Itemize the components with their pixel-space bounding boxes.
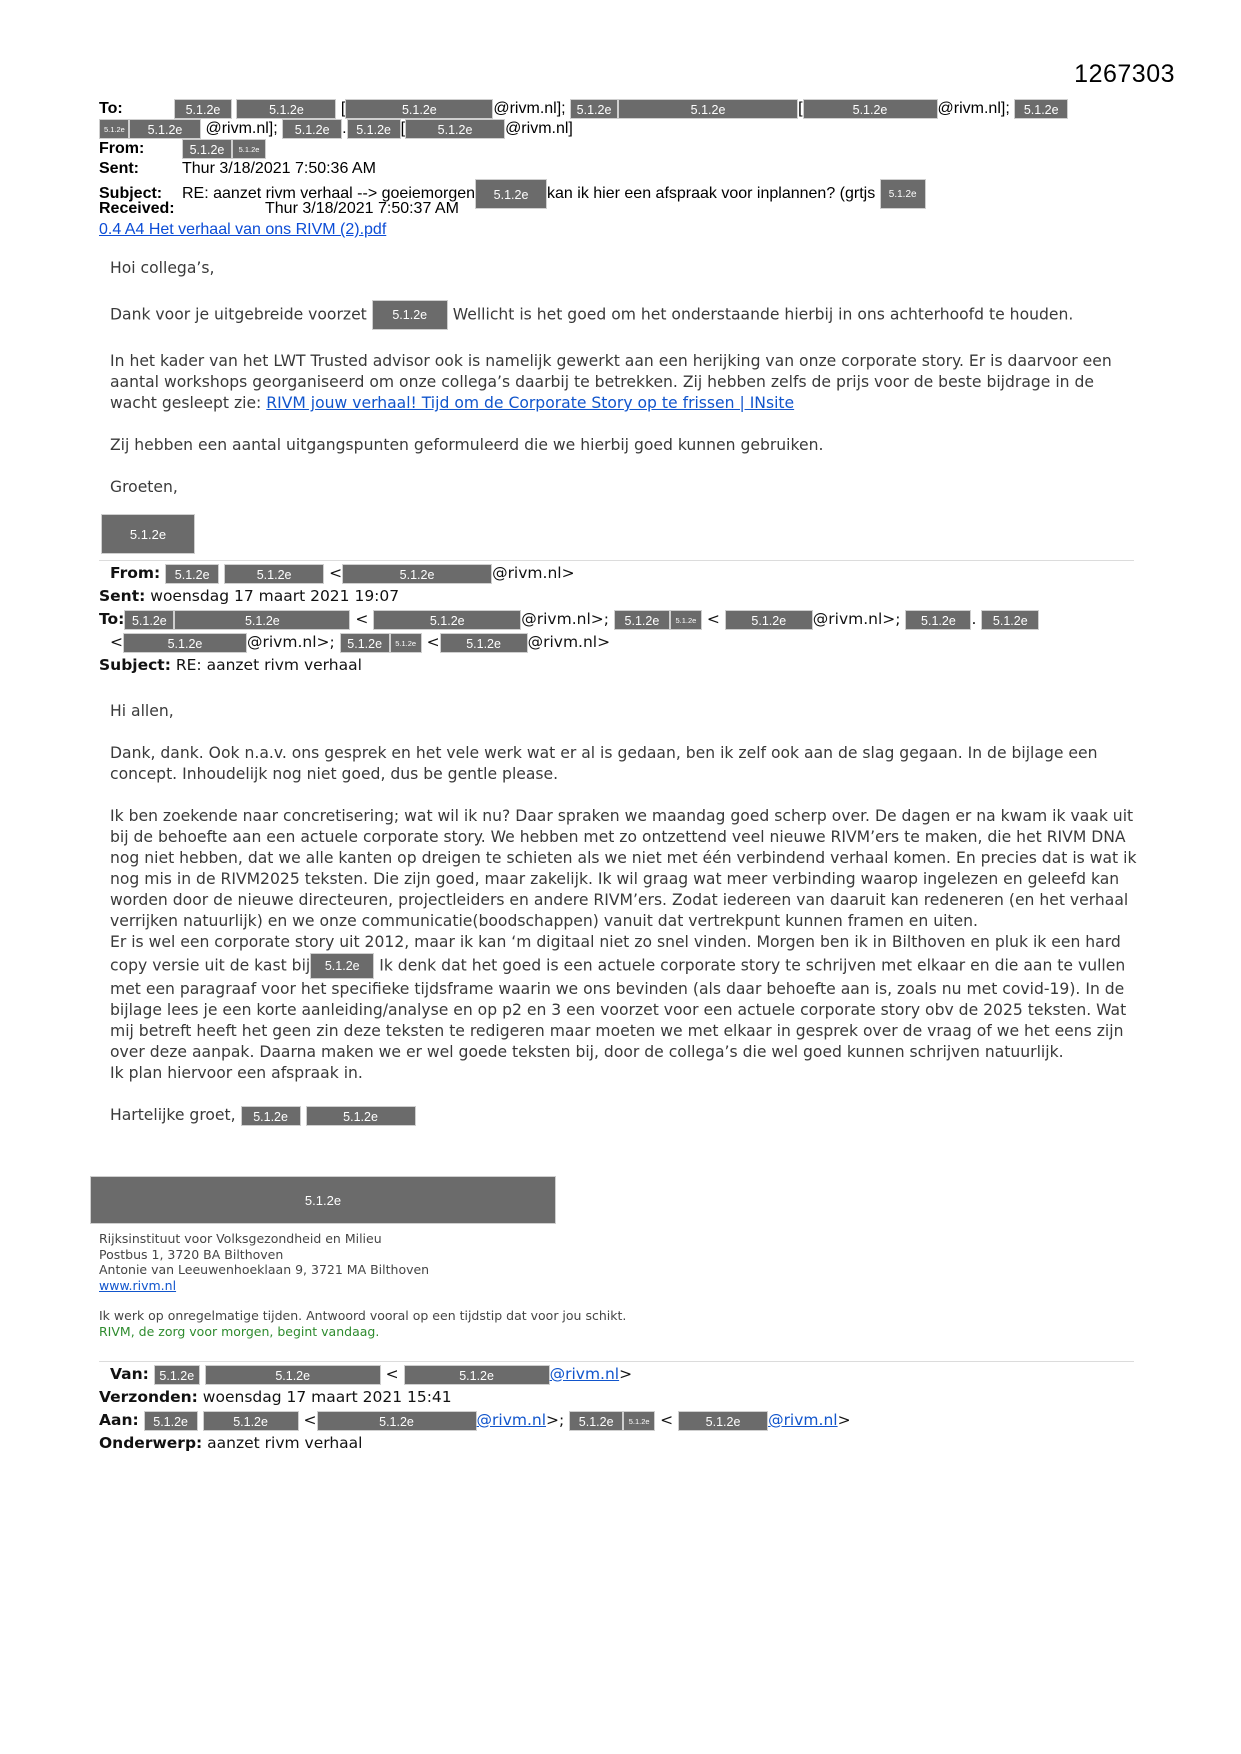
redaction: 5.1.2e: [205, 1365, 381, 1385]
redaction: 5.1.2e: [236, 99, 336, 119]
h3-subject-value: aanzet rivm verhaal: [207, 1434, 363, 1452]
redaction: 5.1.2e: [340, 633, 390, 653]
h2-to-line: [99, 608, 1039, 631]
signature: [99, 1231, 799, 1339]
subject-part2: kan ik hier een afspraak voor inplannen? (grtjs: [547, 185, 876, 203]
reply2-greeting: Hi allen,: [110, 702, 174, 720]
redaction: 5.1.2e: [165, 564, 219, 584]
redaction: 5.1.2e: [390, 633, 422, 653]
sig-note: Ik werk op onregelmatige tijden. Antwoord vooral op een tijdstip dat voor jou schikt.: [99, 1308, 627, 1323]
redaction: 5.1.2e: [670, 610, 702, 630]
h2-to-line-2: [110, 631, 610, 654]
h2-from-line: [110, 562, 575, 585]
redaction: 5.1.2e: [1014, 99, 1068, 119]
top-from-line: [99, 139, 266, 159]
email-domain: @rivm.nl>: [527, 633, 611, 651]
lt: <: [110, 633, 123, 651]
redaction: 5.1.2e: [373, 610, 521, 630]
top-received-line: [99, 199, 459, 219]
attachment-link[interactable]: 0.4 A4 Het verhaal van ons RIVM (2).pdf: [99, 221, 387, 238]
email-domain: @rivm.nl>: [492, 564, 575, 582]
insite-link[interactable]: RIVM jouw verhaal! Tijd om de Corporate Story op te frissen | INsite: [266, 394, 795, 412]
lt: <: [329, 564, 343, 582]
redaction: 5.1.2e: [282, 119, 342, 139]
redaction: 5.1.2e: [880, 179, 926, 209]
redaction-signature: 5.1.2e: [101, 514, 195, 554]
reply1-greeting: Hoi collega’s,: [110, 259, 215, 277]
lt: <: [660, 1411, 674, 1429]
top-sent-line: [99, 159, 376, 179]
h2-to-label: To:: [99, 610, 125, 628]
redaction: 5.1.2e: [678, 1411, 768, 1431]
reply2-paragraph-1: Dank, dank. Ook n.a.v. ons gesprek en het vele werk wat er al is gedaan, ben ik zelf ook aan de slag gegaan. In de bijlage een concept. Inhoudelijk nog niet goed, dus be gentle please.: [110, 744, 1098, 783]
redaction: 5.1.2e: [981, 610, 1039, 630]
reply2-body: [110, 701, 1140, 1126]
reply1-p2: In het kader van het LWT Trusted advisor ook is namelijk gewerkt aan een herijking van onze corporate story. Er is daarvoor een aantal workshops georganiseerd om onze collega’s daarbij te betrekken. Zij hebben zelfs de prijs voor de beste bijdrage in de wacht gesleept zie:: [110, 352, 1112, 412]
redaction: 5.1.2e: [803, 99, 938, 119]
subject-label: Subject:: [99, 185, 163, 203]
email-domain: @rivm.nl];: [205, 120, 278, 138]
redaction: 5.1.2e: [570, 99, 618, 119]
h2-sent-label: Sent:: [99, 587, 146, 605]
redaction: 5.1.2e: [129, 119, 201, 139]
redaction: 5.1.2e: [347, 119, 401, 139]
sent-value: Thur 3/18/2021 7:50:36 AM: [182, 160, 376, 177]
gt: >: [619, 1365, 633, 1383]
reply2-p2b: Er is wel een corporate story uit 2012, maar ik kan ‘m digitaal niet zo snel vinden. Morgen ben ik in Bilthoven en pluk ik een hard copy versie uit de kast bij: [110, 933, 1121, 975]
redaction: 5.1.2e: [725, 610, 813, 630]
bracket-text: [: [400, 120, 406, 138]
sent-label: Sent:: [99, 160, 139, 177]
to-label: To:: [99, 100, 123, 118]
h2-sent-value: woensdag 17 maart 2021 19:07: [150, 587, 400, 605]
dot-text: .: [342, 120, 347, 138]
reply2-paragraph-2: [110, 806, 1140, 1084]
sep: >;: [546, 1411, 565, 1429]
reply1-paragraph-2: [110, 351, 1140, 414]
top-to-line-2: [99, 119, 573, 139]
redaction: 5.1.2e: [905, 610, 971, 630]
h3-from-line: [110, 1363, 632, 1386]
redaction: 5.1.2e: [569, 1411, 623, 1431]
received-value: Thur 3/18/2021 7:50:37 AM: [265, 200, 459, 217]
email-link[interactable]: @rivm.nl: [476, 1411, 547, 1429]
sig-org: Rijksinstituut voor Volksgezondheid en Milieu: [99, 1231, 382, 1246]
email-domain: @rivm.nl];: [937, 100, 1010, 118]
lt: <: [385, 1365, 399, 1383]
reply2-p2c: Ik denk dat het goed is een actuele corporate story te schrijven met elkaar en die aan te vullen met een paragraaf voor het specifieke tijdsframe waarin we ons bevinden (als daar behoefte aan is, zoals nu met covid-19). In de bijlage lees je een korte aanleiding/analyse en op p2 en 3 een voorzet voor een actuele corporate story obv de 2025 teksten. Wat mij betreft heeft het geen zin deze teksten te redigeren maar moeten we met elkaar in gesprek over de vraag of we het eens zijn over deze aanpak. Daarna maken we er wel goede teksten bij, door de collega’s die wel goed kunnen schrijven natuurlijk.: [110, 956, 1127, 1061]
reply1-body: [110, 258, 1140, 498]
subject-part1: RE: aanzet rivm verhaal --> goeiemorgen: [182, 185, 476, 203]
redaction: 5.1.2e: [345, 99, 493, 119]
lt: <: [303, 1411, 317, 1429]
email-domain: @rivm.nl>;: [247, 633, 335, 651]
sig-postbus: Postbus 1, 3720 BA Bilthoven: [99, 1246, 284, 1262]
redaction: 5.1.2e: [372, 300, 448, 330]
document-number: 1267303: [1074, 60, 1175, 88]
h2-subject-line: [99, 654, 362, 677]
redaction: 5.1.2e: [618, 99, 798, 119]
lt: <: [706, 610, 720, 628]
dot: .: [971, 610, 977, 628]
redaction: 5.1.2e: [99, 119, 129, 139]
lt: <: [355, 610, 369, 628]
sig-address: Antonie van Leeuwenhoeklaan 9, 3721 MA Bilthoven: [99, 1262, 430, 1277]
h3-sent-line: [99, 1386, 452, 1409]
redaction: 5.1.2e: [182, 139, 232, 159]
redaction: 5.1.2e: [317, 1411, 477, 1431]
redaction-signature-block: 5.1.2e: [90, 1176, 556, 1224]
redaction: 5.1.2e: [404, 1365, 550, 1385]
reply2-closing-text: Hartelijke groet,: [110, 1106, 236, 1124]
redaction: 5.1.2e: [440, 633, 528, 653]
received-label: Received:: [99, 200, 175, 217]
h3-to-line: [99, 1409, 851, 1432]
gt: >: [837, 1411, 851, 1429]
reply2-p2d: Ik plan hiervoor een afspraak in.: [110, 1064, 363, 1082]
h2-subject-value: RE: aanzet rivm verhaal: [175, 656, 362, 674]
redaction: 5.1.2e: [475, 179, 547, 209]
redaction: 5.1.2e: [203, 1411, 299, 1431]
redaction: 5.1.2e: [124, 610, 174, 630]
bracket-text: [: [798, 100, 803, 118]
h3-subject-label: Onderwerp:: [99, 1434, 203, 1452]
redaction: 5.1.2e: [306, 1106, 416, 1126]
h3-from-label: Van:: [110, 1365, 149, 1383]
redaction: 5.1.2e: [154, 1365, 200, 1385]
bracket-text: [: [340, 100, 346, 118]
sig-website-link[interactable]: www.rivm.nl: [99, 1277, 177, 1293]
email-link[interactable]: @rivm.nl: [768, 1411, 838, 1429]
email-domain: @rivm.nl>;: [812, 610, 901, 628]
redaction: 5.1.2e: [232, 139, 266, 159]
redaction: 5.1.2e: [241, 1106, 301, 1126]
h2-sent-line: [99, 585, 399, 608]
reply1-p1a: Dank voor je uitgebreide voorzet: [110, 305, 367, 324]
h3-subject-line: [99, 1432, 362, 1455]
email-domain: @rivm.nl>;: [521, 610, 609, 628]
separator-rule: [99, 560, 1134, 561]
email-link[interactable]: @rivm.nl: [549, 1365, 620, 1383]
top-to-line: [99, 99, 1068, 119]
reply1-closing: Groeten,: [110, 478, 178, 496]
from-label: From:: [99, 140, 145, 158]
reply1-paragraph-3: Zij hebben een aantal uitgangspunten geformuleerd die we hierbij goed kunnen gebruiken.: [110, 436, 824, 454]
h3-to-label: Aan:: [99, 1411, 139, 1429]
redaction: 5.1.2e: [405, 119, 505, 139]
h2-subject-label: Subject:: [99, 656, 171, 674]
h2-from-label: From:: [110, 564, 161, 582]
reply2-p2a: Ik ben zoekende naar concretisering; wat wil ik nu? Daar spraken we maandag goed scherp over. De dagen er na kwam ik vaak uit bij de behoefte aan een actuele corporate story. We hebben met zo ontzettend veel nieuwe RIVM’ers te maken, die het RIVM DNA nog niet hebben, dat we alle kanten op dreigen te schieten als we niet met één verbindend verhaal komen. En precies dat is wat ik nog mis in de RIVM2025 teksten. Die zijn goed, maar zakelijk. Ik wil graag wat meer verbinding waarop ingelezen en geleefd kan worden door de nieuwe directeuren, projectleiders en andere RIVM’ers. Zodat iedereen van daaruit kan redeneren (en het verhaal verrijken natuurlijk) en we onze communicatie(boodschappen) vanuit dat vertrekpunt kunnen framen en uiten.: [110, 807, 1137, 930]
redaction: 5.1.2e: [174, 610, 350, 630]
h3-sent-value: woensdag 17 maart 2021 15:41: [202, 1388, 452, 1406]
reply1-paragraph-1: [110, 300, 1140, 330]
h3-sent-label: Verzonden:: [99, 1388, 198, 1406]
redaction: 5.1.2e: [614, 610, 670, 630]
redaction: 5.1.2e: [342, 564, 492, 584]
lt: <: [426, 633, 440, 651]
email-domain: @rivm.nl]: [505, 120, 573, 138]
redaction: 5.1.2e: [123, 633, 247, 653]
redaction: 5.1.2e: [174, 99, 232, 119]
redaction: 5.1.2e: [310, 953, 374, 979]
email-domain: @rivm.nl];: [493, 100, 566, 118]
attachment-line: [99, 220, 386, 240]
redaction: 5.1.2e: [144, 1411, 198, 1431]
separator-rule-2: [99, 1361, 1134, 1362]
sig-slogan: RIVM, de zorg voor morgen, begint vandaag.: [99, 1323, 380, 1339]
reply1-p1b: Wellicht is het goed om het onderstaande hierbij in ons achterhoofd te houden.: [452, 305, 1074, 324]
redaction: 5.1.2e: [224, 564, 324, 584]
reply2-closing: [110, 1105, 1140, 1126]
redaction: 5.1.2e: [623, 1411, 655, 1431]
